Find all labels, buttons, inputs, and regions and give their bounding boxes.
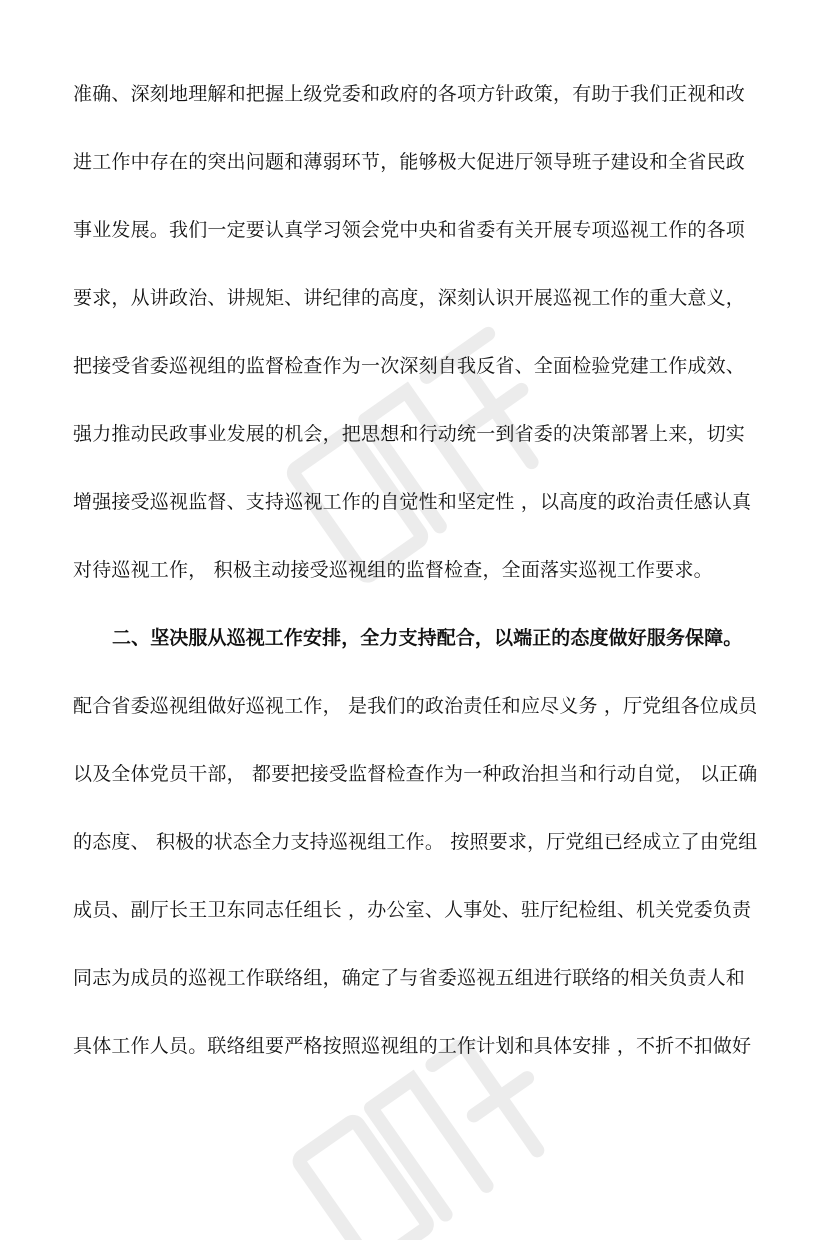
paragraph-line: 事业发展。我们一定要认真学习领会党中央和省委有关开展专项巡视工作的各项 xyxy=(73,219,746,241)
paragraph-line: 同志为成员的巡视工作联络组，确定了与省委巡视五组进行联络的相关负责人和 xyxy=(73,967,746,989)
paragraph-line: 强力推动民政事业发展的机会，把思想和行动统一到省委的决策部署上来，切实 xyxy=(73,423,746,445)
paragraph-line: 把接受省委巡视组的监督检查作为一次深刻自我反省、全面检验党建工作成效、 xyxy=(73,355,746,377)
paragraph-line: 对待巡视工作， 积极主动接受巡视组的监督检查，全面落实巡视工作要求。 xyxy=(73,559,713,581)
paragraph-line: 要求，从讲政治、讲规矩、讲纪律的高度，深刻认识开展巡视工作的重大意义， xyxy=(73,287,746,309)
paragraph-line: 增强接受巡视监督、支持巡视工作的自觉性和坚定性 ，以高度的政治责任感认真 xyxy=(73,491,752,513)
watermark-logo-icon xyxy=(250,280,610,640)
paragraph-line: 进工作中存在的突出问题和薄弱环节，能够极大促进厅领导班子建设和全省民政 xyxy=(73,151,746,173)
section-heading: 二、坚决服从巡视工作安排，全力支持配合，以端正的态度做好服务保障。 xyxy=(112,627,743,649)
paragraph-line: 成员、副厅长王卫东同志任组长 ，办公室、人事处、驻厅纪检组、机关党委负责 xyxy=(73,899,752,921)
paragraph-line: 配合省委巡视组做好巡视工作， 是我们的政治责任和应尽义务 ，厅党组各位成员 xyxy=(73,695,758,717)
paragraph-line: 以及全体党员干部， 都要把接受监督检查作为一种政治担当和行动自觉， 以正确 xyxy=(73,763,758,785)
paragraph-line: 的态度、 积极的状态全力支持巡视组工作。 按照要求，厅党组已经成立了由党组 xyxy=(73,831,758,853)
paragraph-line: 准确、深刻地理解和把握上级党委和政府的各项方针政策，有助于我们正视和改 xyxy=(73,83,746,105)
paragraph-line: 具体工作人员。联络组要严格按照巡视组的工作计划和具体安排 ，不折不扣做好 xyxy=(73,1035,752,1057)
watermark-logo-icon xyxy=(250,1040,610,1240)
